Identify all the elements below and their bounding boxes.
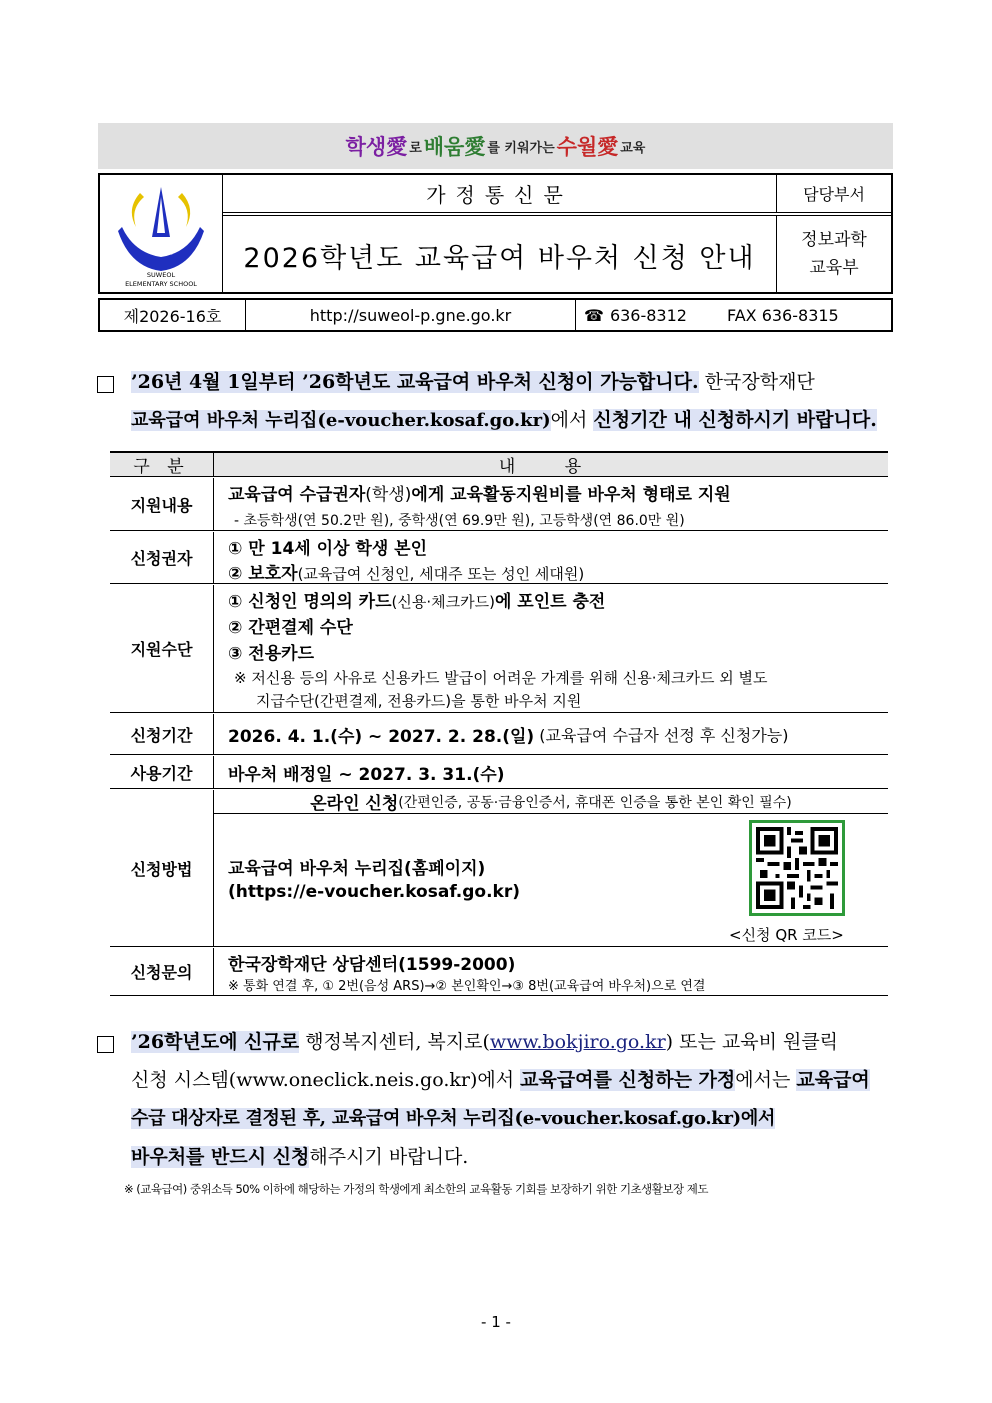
table-row bbox=[110, 714, 888, 755]
row-content bbox=[214, 714, 888, 754]
school-emblem-icon bbox=[100, 175, 223, 292]
r2-line2-b: (교육급여 신청인, 세대주 또는 성인 세대원) bbox=[297, 565, 585, 583]
slogan-part: 교육 bbox=[620, 140, 646, 156]
row-content bbox=[214, 756, 888, 788]
slogan-part: 수월愛 bbox=[556, 135, 619, 159]
table-row bbox=[110, 478, 888, 531]
header-label-content: 내 용 bbox=[498, 457, 604, 477]
r3-line3: ③ 전용카드 bbox=[228, 644, 314, 664]
school-logo bbox=[100, 175, 223, 292]
online-apply-label: 온라인 신청 bbox=[310, 794, 399, 814]
intro-line1-rest: 한국장학재단 bbox=[698, 371, 815, 393]
table-header-row bbox=[110, 453, 888, 477]
slogan-part: 학생愛 bbox=[345, 135, 408, 159]
school-url[interactable]: http://suweol-p.gne.go.kr bbox=[246, 300, 576, 330]
slogan-banner bbox=[98, 123, 893, 169]
row-label: 지원수단 bbox=[110, 585, 214, 712]
row-label: 신청기간 bbox=[110, 714, 214, 754]
table-row bbox=[110, 532, 888, 584]
issue-number: 제2026-16호 bbox=[100, 300, 246, 330]
logo-english-line1: SUWEOL bbox=[146, 271, 176, 279]
phone-fax bbox=[576, 300, 839, 330]
footnote: ※ (교육급여) 중위소득 50% 이하에 해당하는 가정의 학생에게 최소한의 교육활동 기회를 보장하기 위한 기초생활보장 제도 bbox=[124, 1182, 708, 1196]
page-number: - 1 - bbox=[481, 1313, 511, 1331]
table-row bbox=[110, 948, 888, 996]
r3-line2: ② 간편결제 수단 bbox=[228, 618, 353, 638]
intro-line2-site: 교육급여 바우처 누리집(e-voucher.kosaf.go.kr) bbox=[131, 410, 551, 431]
qr-caption: <신청 QR 코드> bbox=[729, 926, 844, 944]
row-content bbox=[214, 790, 888, 946]
p2-l2-a: 신청 시스템(www.oneclick.neis.go.kr)에서 bbox=[131, 1069, 521, 1091]
r1-main-a: 교육급여 수급권자 bbox=[228, 485, 366, 505]
contact-info-row bbox=[98, 298, 893, 332]
p2-l4-b: 해주시기 바랍니다. bbox=[309, 1146, 469, 1168]
r3-note1: ※ 저신용 등의 사유로 신용카드 발급이 어려운 가계를 위해 신용·체크카드 외 별도 bbox=[234, 669, 768, 687]
newsletter-header bbox=[98, 173, 893, 294]
r3-note2: 지급수단(간편결제, 전용카드)을 통한 바우처 지원 bbox=[256, 692, 582, 710]
r3-line1-c: 에 포인트 충전 bbox=[494, 592, 606, 612]
p2-l2-b: 교육급여를 신청하는 가정 bbox=[520, 1069, 736, 1091]
intro-paragraph bbox=[131, 364, 901, 439]
row-label: 신청방법 bbox=[110, 790, 214, 946]
r6-site-name: 교육급여 바우처 누리집(홈페이지) bbox=[228, 859, 486, 879]
page-title: 2026학년도 교육급여 바우처 신청 안내 bbox=[223, 215, 777, 294]
r2-line1: ① 만 14세 이상 학생 본인 bbox=[228, 539, 428, 559]
phone-number: 636-8312 bbox=[609, 305, 687, 325]
r7-note: ※ 통화 연결 후, ① 2번(음성 ARS)→② 본인확인→③ 8번(교육급여 바우처)으로 연결 bbox=[228, 979, 706, 994]
logo-korean-text: 수 월 bbox=[148, 243, 174, 256]
bokjiro-link[interactable]: www.bokjiro.go.kr bbox=[489, 1031, 666, 1053]
online-apply-header bbox=[214, 790, 888, 814]
intro-line2-bold: 신청기간 내 신청하시기 바랍니다. bbox=[593, 409, 877, 431]
department-label: 담당부서 bbox=[777, 175, 891, 213]
row-label: 지원내용 bbox=[110, 478, 214, 530]
r1-main-c: 에게 교육활동지원비를 바우처 형태로 지원 bbox=[411, 485, 731, 505]
intro-line1-bold: ’26년 4월 1일부터 ’26학년도 교육급여 바우처 신청이 가능합니다. bbox=[131, 371, 699, 393]
p2-l1-d: ) 또는 교육비 원클릭 bbox=[665, 1031, 839, 1053]
row-content bbox=[214, 948, 888, 995]
p2-l3: 수급 대상자로 결정된 후, 교육급여 바우처 누리집(e-voucher.kosaf.go.kr)에서 bbox=[131, 1108, 776, 1129]
qr-code-icon[interactable] bbox=[749, 820, 845, 916]
r6-site-url[interactable]: (https://e-voucher.kosaf.go.kr) bbox=[228, 882, 521, 902]
table-row bbox=[110, 585, 888, 713]
row-label: 신청문의 bbox=[110, 948, 214, 995]
r3-line1-a: ① 신청인 명의의 카드 bbox=[228, 592, 392, 612]
slogan-part: 배움愛 bbox=[423, 135, 486, 159]
r3-line1-b: (신용·체크카드) bbox=[391, 593, 495, 611]
intro-line2-mid: 에서 bbox=[550, 409, 594, 431]
slogan-part: 를 키워가는 bbox=[487, 140, 555, 156]
slogan-part: 로 bbox=[409, 140, 422, 156]
table-row bbox=[110, 756, 888, 789]
r1-sub: - 초등학생(연 50.2만 원), 중학생(연 69.9만 원), 고등학생(연 86.0만 원) bbox=[234, 513, 685, 529]
p2-l1-a: ’26학년도에 신규로 bbox=[131, 1031, 300, 1053]
p2-l2-c: 에서는 bbox=[735, 1069, 797, 1091]
p2-l1-b: 행정복지센터, 복지로( bbox=[299, 1031, 490, 1053]
fax-number: FAX 636-8315 bbox=[726, 305, 839, 325]
p2-l4-a: 바우처를 반드시 신청 bbox=[131, 1146, 310, 1168]
r7-center: 한국장학재단 상담센터(1599-2000) bbox=[228, 955, 516, 975]
newsletter-label: 가정통신문 bbox=[223, 175, 777, 213]
department-name bbox=[777, 215, 891, 292]
checkbox-bullet-icon bbox=[97, 376, 114, 393]
row-content bbox=[214, 585, 888, 712]
header-label-category: 구 분 bbox=[110, 453, 214, 476]
table-row bbox=[110, 790, 888, 947]
r2-line2-a: ② 보호자 bbox=[228, 564, 298, 584]
p2-l2-d: 교육급여 bbox=[796, 1069, 870, 1091]
online-apply-note: (간편인증, 공동·금융인증서, 휴대폰 인증을 통한 본인 확인 필수) bbox=[398, 794, 792, 811]
department-name-line1: 정보과학 bbox=[801, 230, 867, 250]
r5-period: 바우처 배정일 ~ 2027. 3. 31.(수) bbox=[228, 764, 505, 785]
info-table bbox=[110, 451, 888, 997]
r4-period: 2026. 4. 1.(수) ~ 2027. 2. 28.(일) bbox=[228, 726, 535, 747]
checkbox-bullet-icon bbox=[97, 1036, 114, 1053]
logo-english-line2: ELEMENTARY SCHOOL bbox=[125, 280, 197, 288]
row-label: 사용기간 bbox=[110, 756, 214, 788]
row-content bbox=[214, 532, 888, 583]
r4-note: (교육급여 수급자 선정 후 신청가능) bbox=[534, 725, 789, 745]
r1-main-b: (학생) bbox=[365, 485, 412, 505]
row-label: 신청권자 bbox=[110, 532, 214, 583]
telephone-icon: ☎ bbox=[584, 305, 604, 325]
department-name-line2: 교육부 bbox=[809, 258, 859, 278]
row-content bbox=[214, 478, 888, 530]
new-applicant-paragraph bbox=[131, 1023, 901, 1176]
